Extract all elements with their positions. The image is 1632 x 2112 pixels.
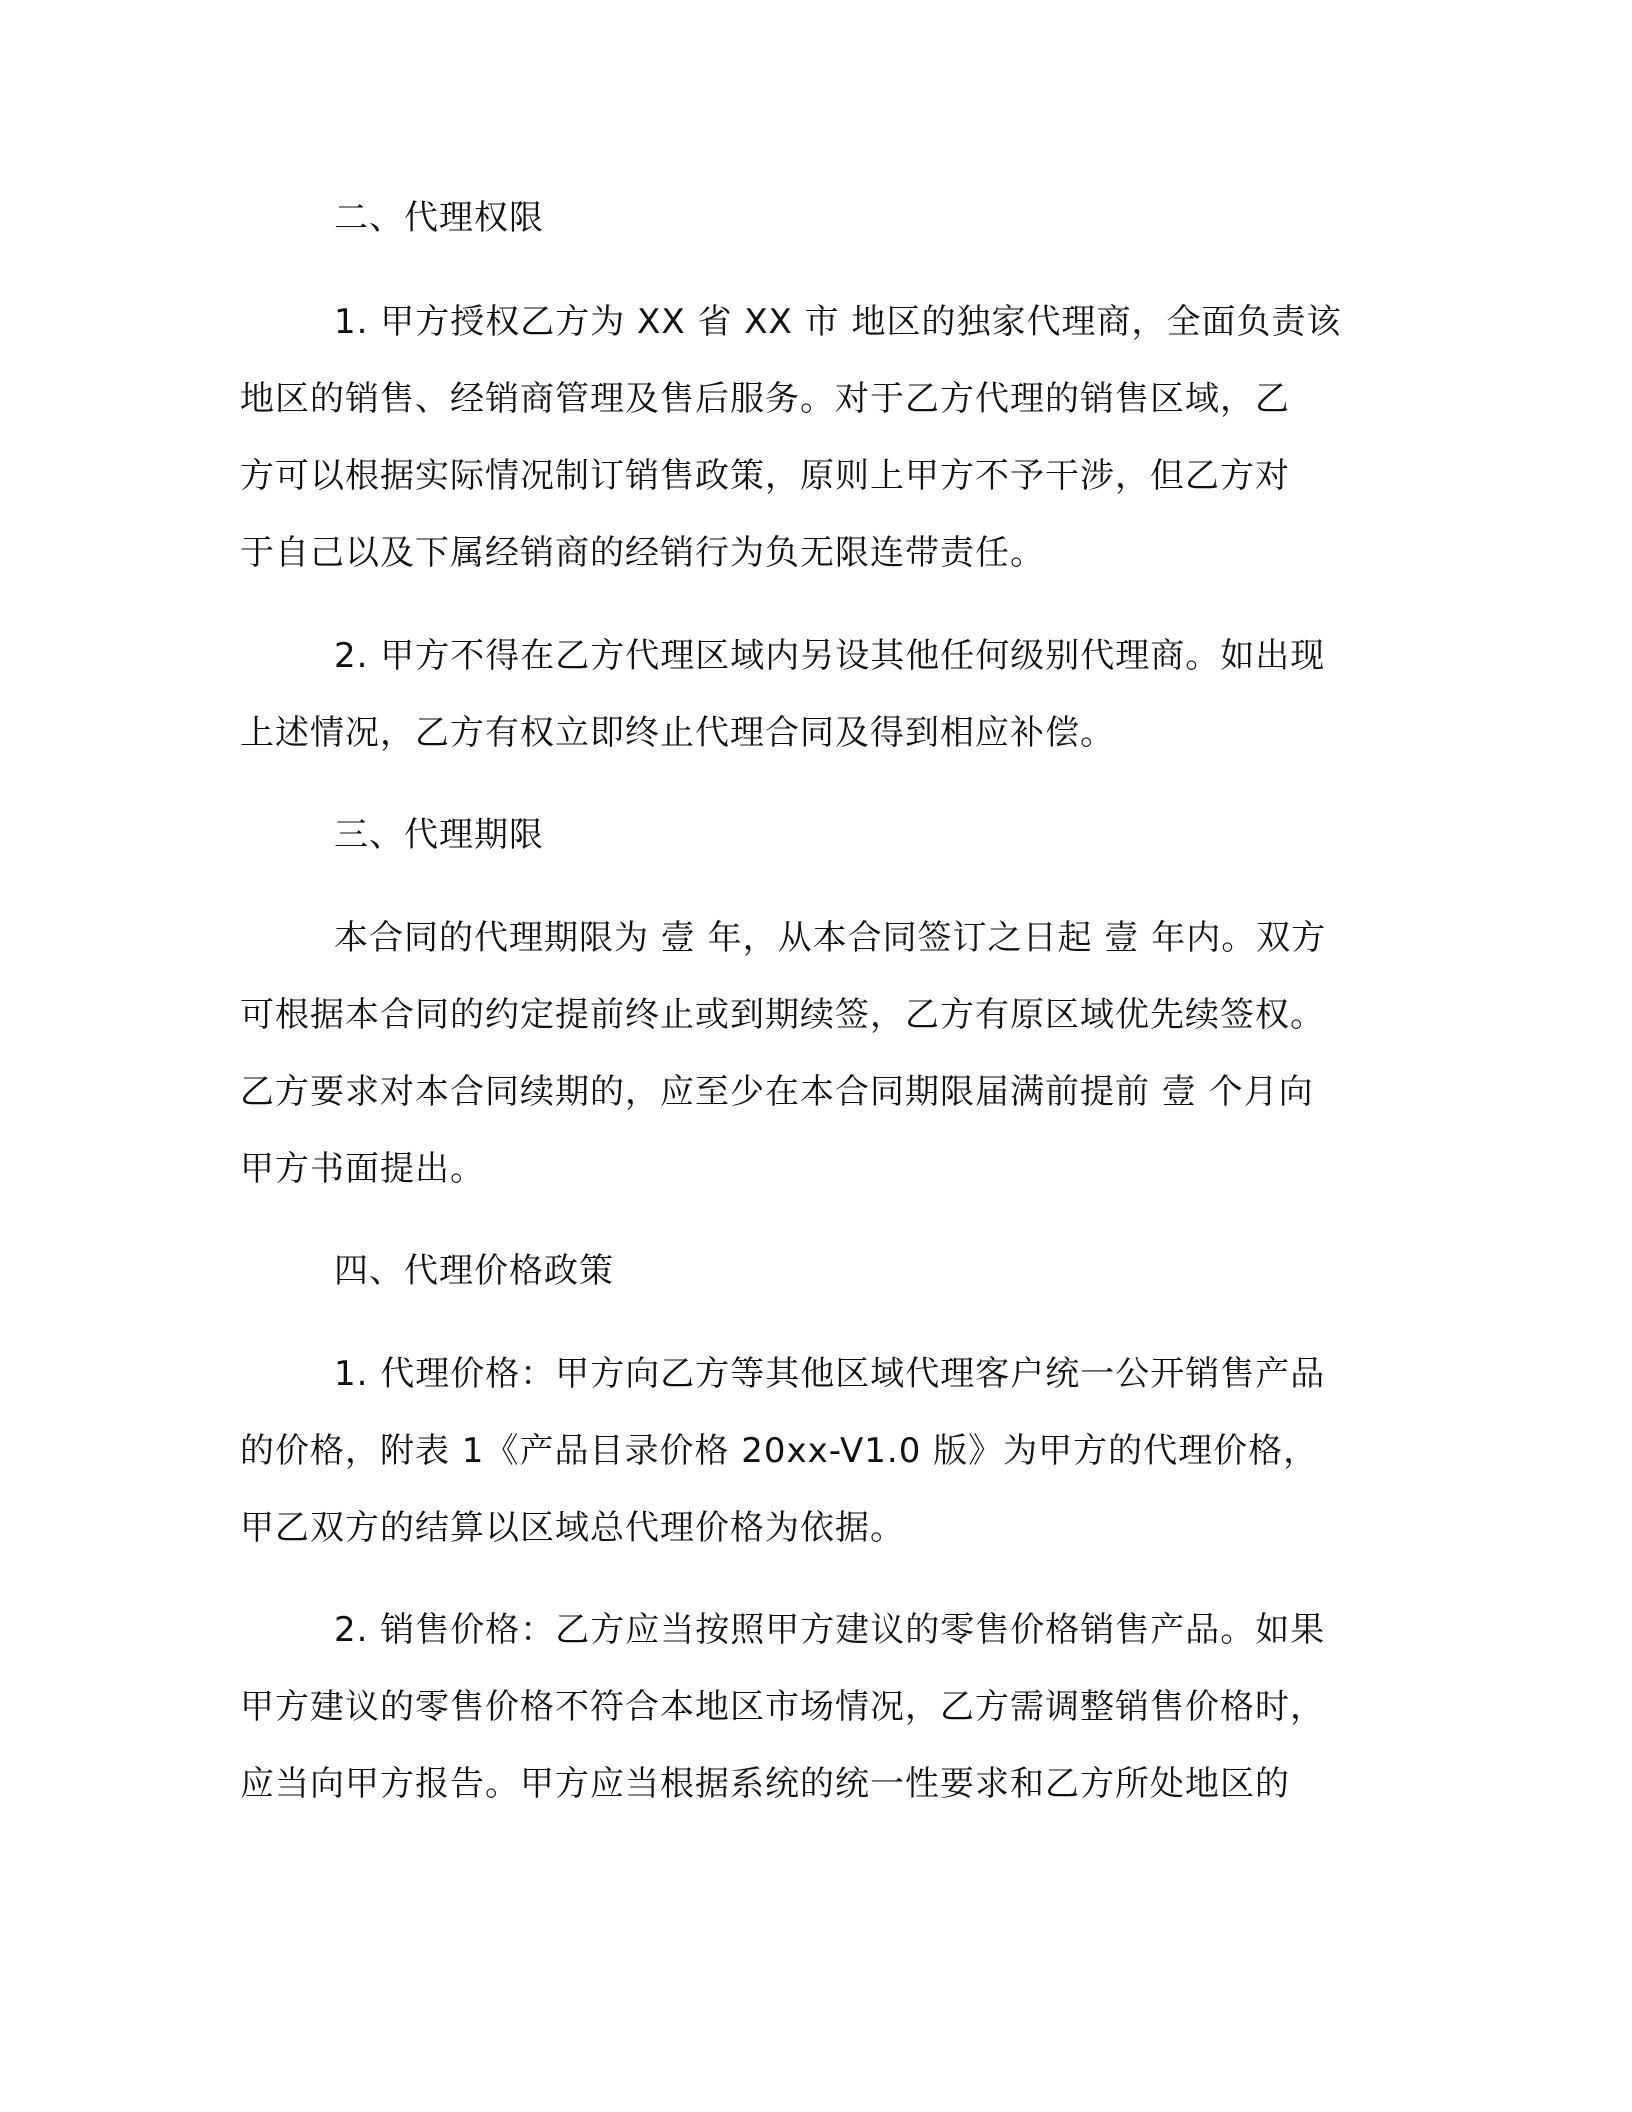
paragraph-line: 可根据本合同的约定提前终止或到期续签，乙方有原区域优先续签权。 [240, 995, 1325, 1035]
paragraph-line: 甲方建议的零售价格不符合本地区市场情况，乙方需调整销售价格时， [240, 1687, 1325, 1727]
section-3-heading: 三、代理期限 [334, 815, 544, 855]
paragraph-line: 2. 销售价格：乙方应当按照甲方建议的零售价格销售产品。如果 [334, 1610, 1326, 1650]
paragraph-line: 的价格，附表 1《产品目录价格 20xx-V1.0 版》为甲方的代理价格， [240, 1431, 1319, 1471]
paragraph-line: 甲乙双方的结算以区域总代理价格为依据。 [240, 1508, 905, 1548]
section-2-heading: 二、代理权限 [334, 198, 544, 238]
paragraph-line: 上述情况，乙方有权立即终止代理合同及得到相应补偿。 [240, 713, 1115, 753]
paragraph-line: 于自己以及下属经销商的经销行为负无限连带责任。 [240, 533, 1045, 573]
section-4-heading: 四、代理价格政策 [334, 1251, 614, 1291]
paragraph-line: 地区的销售、经销商管理及售后服务。对于乙方代理的销售区域，乙 [240, 379, 1290, 419]
paragraph-line: 1. 甲方授权乙方为 XX 省 XX 市 地区的独家代理商，全面负责该 [334, 302, 1342, 342]
paragraph-line: 方可以根据实际情况制订销售政策，原则上甲方不予干涉，但乙方对 [240, 456, 1290, 496]
paragraph-line: 2. 甲方不得在乙方代理区域内另设其他任何级别代理商。如出现 [334, 636, 1326, 676]
paragraph-line: 乙方要求对本合同续期的，应至少在本合同期限届满前提前 壹 个月向 [240, 1072, 1314, 1112]
paragraph-line: 应当向甲方报告。甲方应当根据系统的统一性要求和乙方所处地区的 [240, 1764, 1290, 1804]
paragraph-line: 1. 代理价格：甲方向乙方等其他区域代理客户统一公开销售产品 [334, 1354, 1326, 1394]
paragraph-line: 甲方书面提出。 [240, 1149, 485, 1189]
paragraph-line: 本合同的代理期限为 壹 年，从本合同签订之日起 壹 年内。双方 [334, 918, 1327, 958]
